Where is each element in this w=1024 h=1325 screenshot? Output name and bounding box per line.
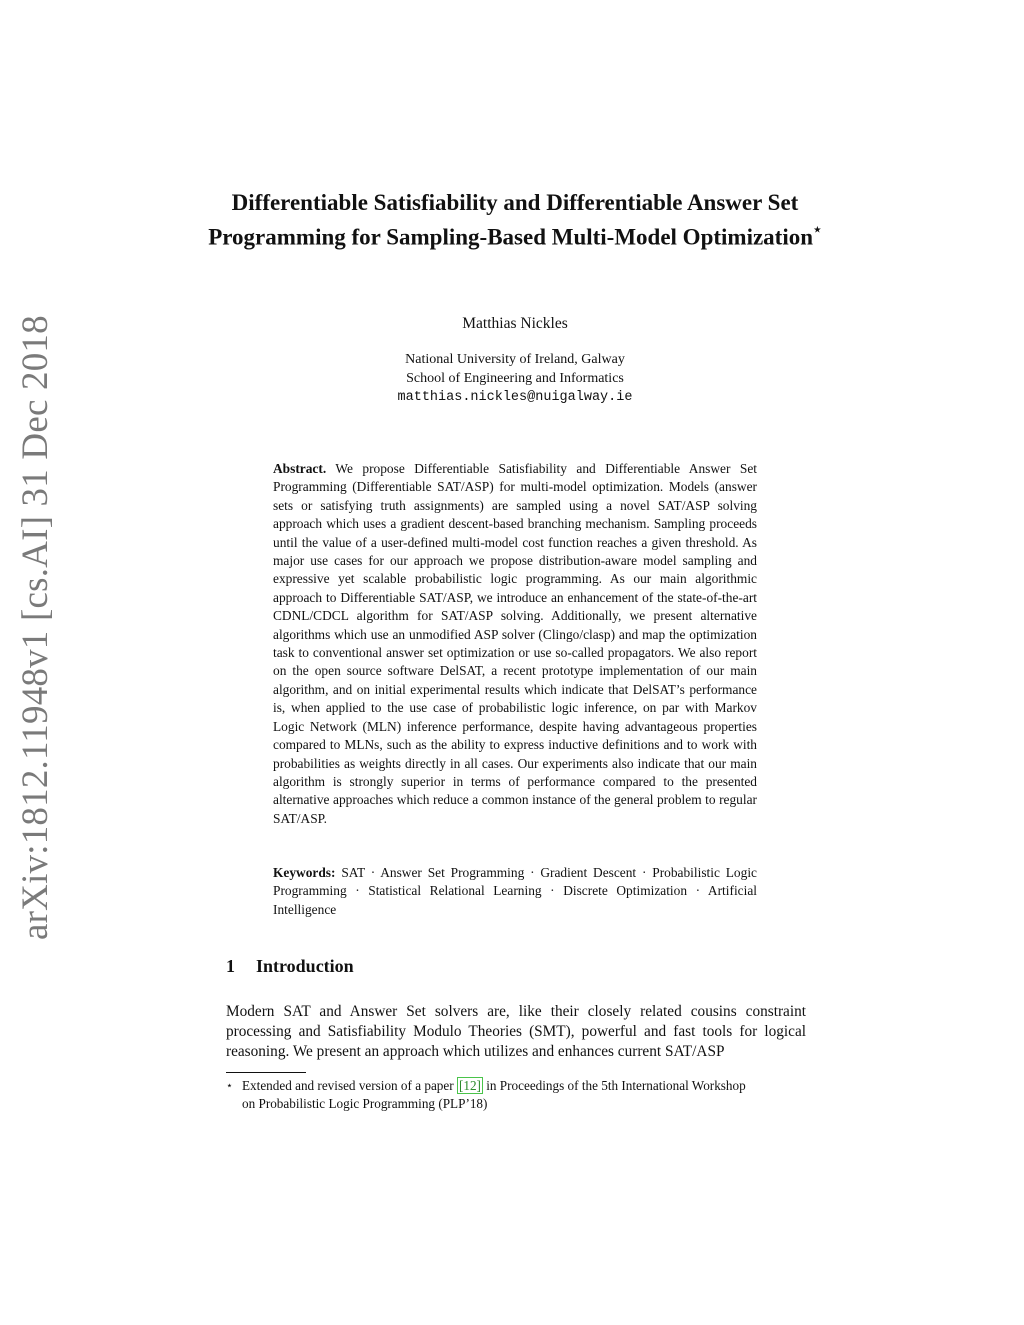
section-title: Introduction	[256, 956, 354, 976]
arxiv-side-label: arXiv:1812.11948v1 [cs.AI] 31 Dec 2018	[15, 315, 56, 940]
citation-link[interactable]: [12]	[458, 1078, 481, 1093]
section-heading	[226, 956, 354, 977]
intro-paragraph: Modern SAT and Answer Set solvers are, like their closely related cousins constraint processing and Satisfiability Modulo Theories (SMT), powerful and fast tools for logical reasoning. We present an approach which utilizes and enhances current SAT/ASP	[226, 1003, 806, 1060]
keywords	[273, 864, 757, 919]
footnote	[226, 1077, 810, 1113]
paper-title	[200, 188, 830, 253]
footnote-mark: ⋆	[226, 1080, 233, 1092]
author-email: matthias.nickles@nuigalway.ie	[397, 390, 633, 405]
institution: National University of Ireland, Galway	[405, 352, 625, 367]
author-name: Matthias Nickles	[462, 315, 568, 332]
footnote-line-2: on Probabilistic Logic Programming (PLP’18)	[242, 1096, 488, 1111]
footnote-rule	[226, 1072, 306, 1073]
school: School of Engineering and Informatics	[406, 371, 624, 386]
keywords-text: SAT · Answer Set Programming · Gradient Descent · Probabilistic Logic Programming · Statistical Relational Learning · Discrete Optimization · Artificial Intelligence	[273, 865, 757, 917]
abstract-label: Abstract.	[273, 461, 327, 476]
paper-title-text: Differentiable Satisfiability and Differentiable Answer Set Programming for Sampling-Based Multi-Model Optimization	[208, 190, 814, 250]
abstract	[273, 460, 757, 828]
footnote-text-b: in Proceedings of the 5th International Workshop	[486, 1078, 746, 1093]
section-number: 1	[226, 956, 235, 976]
footnote-line-1	[226, 1077, 810, 1095]
affiliation-block	[0, 350, 1024, 407]
title-footnote-mark: ⋆	[813, 223, 822, 238]
footnote-text-a: Extended and revised version of a paper	[242, 1078, 454, 1093]
keywords-label: Keywords:	[273, 865, 336, 880]
abstract-text: We propose Differentiable Satisfiability and Differentiable Answer Set Programming (Differentiable SAT/ASP) for multi-model optimization. Models (answer sets or satisfying truth assignments) are sampled using a novel SAT/ASP solving approach which uses a gradient descent-based branching mechanism. Sampling proceeds until the value of a user-defined multi-model cost function reaches a given threshold. As major use cases for our approach we propose distribution-aware model sampling and expressive yet scalable probabilistic logic programming. As our main algorithmic approach to Differentiable SAT/ASP, we introduce an enhancement of the state-of-the-art CDNL/CDCL algorithm for SAT/ASP solving. Additionally, we present alternative algorithms which use an unmodified ASP solver (Clingo/clasp) and map the optimization task to conventional answer set optimization or use so-called propagators. We also report on the open source software DelSAT, a recent prototype implementation of our main algorithm, and on initial experimental results which indicate that DelSAT’s performance is, when applied to the use case of probabilistic logic inference, on par with Markov Logic Network (MLN) inference performance, despite having advantageous properties compared to MLNs, such as the ability to express inductive definitions and to work with probabilities as weights directly in all cases. Our experiments also indicate that our main algorithm is strongly superior in terms of performance compared to the presented alternative approaches which reduce a common instance of the general problem to regular SAT/ASP.	[273, 461, 757, 826]
